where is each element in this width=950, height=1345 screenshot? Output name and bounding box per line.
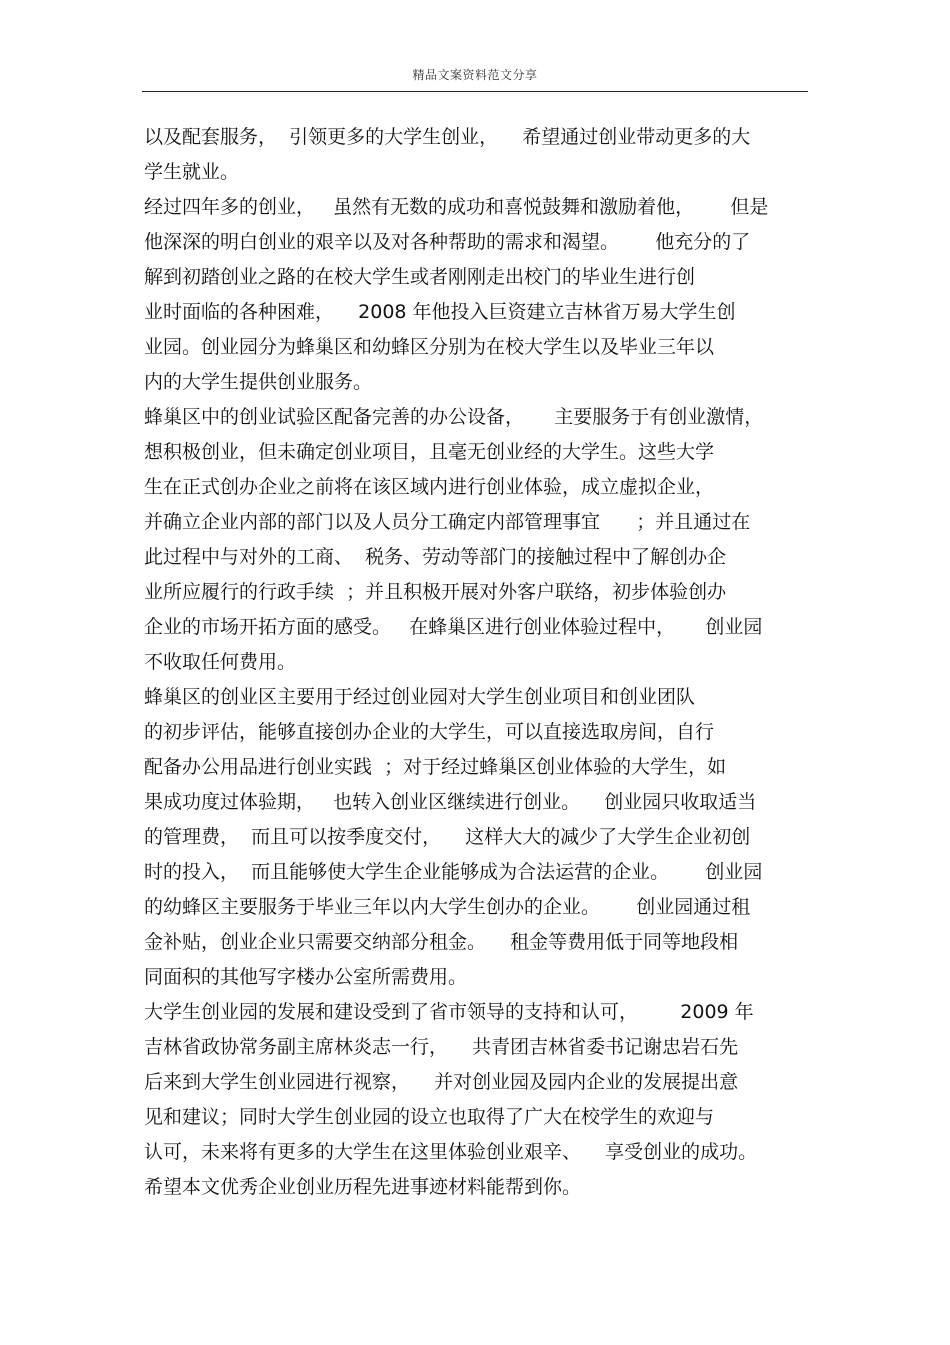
text-line: 认可，未来将有更多的大学生在这里体验创业艰辛、 享受创业的成功。 [144, 1141, 758, 1163]
text-line: 时的投入， 而且能够使大学生企业能够成为合法运营的企业。 创业园 [144, 861, 763, 883]
text-line: 生在正式创办企业之前将在该区域内进行创业体验，成立虚拟企业， [144, 476, 715, 498]
page-header: 精品文案资料范文分享 [412, 68, 538, 82]
text-line: 此过程中与对外的工商、 税务、劳动等部门的接触过程中了解创办企 [144, 546, 727, 568]
text-line: 内的大学生提供创业服务。 [144, 371, 373, 393]
text-line: 并确立企业内部的部门以及人员分工确定内部管理事宜 ；并且通过在 [144, 511, 751, 533]
document-body [144, 120, 824, 1205]
text-line: 希望本文优秀企业创业历程先进事迹材料能帮到你。 [144, 1176, 582, 1198]
text-line: 解到初踏创业之路的在校大学生或者刚刚走出校门的毕业生进行创 [144, 266, 696, 288]
text-line: 企业的市场开拓方面的感受。 在蜂巢区进行创业体验过程中， 创业园 [144, 616, 763, 638]
text-line: 业时面临的各种困难， 2008 年他投入巨资建立吉林省万易大学生创 [144, 301, 736, 323]
text-line: 配备办公用品进行创业实践 ；对于经过蜂巢区创业体验的大学生，如 [144, 756, 727, 778]
text-line: 业园。创业园分为蜂巢区和幼蜂区分别为在校大学生以及毕业三年以 [144, 336, 715, 358]
text-line: 的管理费， 而且可以按季度交付， 这样大大的减少了大学生企业初创 [144, 826, 751, 848]
text-line: 金补贴，创业企业只需要交纳部分租金。 租金等费用低于同等地段相 [144, 931, 739, 953]
text-line: 的初步评估，能够直接创办企业的大学生，可以直接选取房间，自行 [144, 721, 715, 743]
header-divider [142, 91, 808, 92]
text-line: 不收取任何费用。 [144, 651, 297, 673]
text-line: 吉林省政协常务副主席林炎志一行， 共青团吉林省委书记谢忠岩石先 [144, 1036, 739, 1058]
text-line: 同面积的其他写字楼办公室所需费用。 [144, 966, 468, 988]
text-line: 他深深的明白创业的艰辛以及对各种帮助的需求和渴望。 他充分的了 [144, 231, 751, 253]
text-line: 后来到大学生创业园进行视察， 并对创业园及园内企业的发展提出意 [144, 1071, 739, 1093]
text-line: 的幼蜂区主要服务于毕业三年以内大学生创办的企业。 创业园通过租 [144, 896, 751, 918]
text-line: 蜂巢区的创业区主要用于经过创业园对大学生创业项目和创业团队 [144, 686, 696, 708]
text-line: 见和建议；同时大学生创业园的设立也取得了广大在校学生的欢迎与 [144, 1106, 715, 1128]
text-line: 大学生创业园的发展和建设受到了省市领导的支持和认可， 2009 年 [144, 1001, 754, 1023]
text-line: 以及配套服务， 引领更多的大学生创业， 希望通过创业带动更多的大 [144, 126, 751, 148]
text-line: 经过四年多的创业， 虽然有无数的成功和喜悦鼓舞和激励着他， 但是 [144, 196, 769, 218]
text-line: 想积极创业，但未确定创业项目，且毫无创业经的大学生。这些大学 [144, 441, 715, 463]
text-line: 蜂巢区中的创业试验区配备完善的办公设备， 主要服务于有创业激情， [144, 406, 764, 428]
text-line: 业所应履行的行政手续 ；并且积极开展对外客户联络，初步体验创办 [144, 581, 727, 603]
text-line: 学生就业。 [144, 161, 240, 183]
text-line: 果成功度过体验期， 也转入创业区继续进行创业。 创业园只收取适当 [144, 791, 757, 813]
